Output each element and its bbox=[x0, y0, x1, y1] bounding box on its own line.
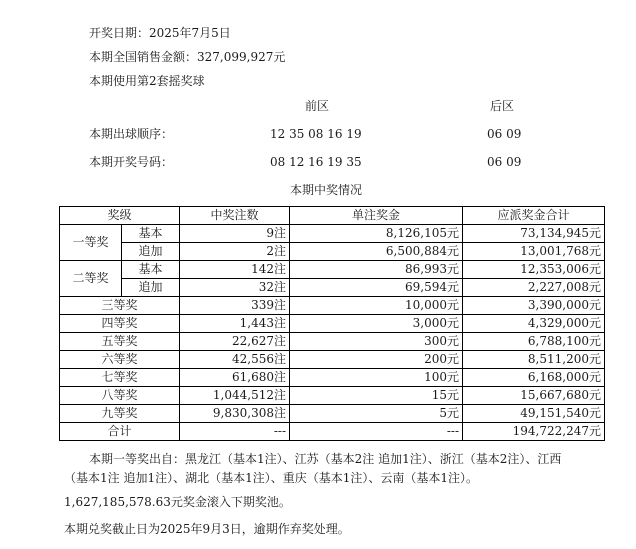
sub-level: 追加 bbox=[122, 243, 180, 261]
header-total: 应派奖金合计 bbox=[463, 207, 605, 225]
level-name: 九等奖 bbox=[60, 405, 180, 423]
winner-count: 32注 bbox=[180, 279, 290, 297]
table-row bbox=[60, 315, 605, 333]
level-name: 四等奖 bbox=[60, 315, 180, 333]
table-row bbox=[60, 387, 605, 405]
winner-count: 9注 bbox=[180, 225, 290, 243]
level-name: 二等奖 bbox=[60, 261, 122, 297]
table-title: 本期中奖情况 bbox=[290, 183, 363, 197]
level-name: 一等奖 bbox=[60, 225, 122, 261]
header-count: 中奖注数 bbox=[180, 207, 290, 225]
table-row bbox=[60, 279, 605, 297]
single-prize: 200元 bbox=[290, 351, 463, 369]
draw-date: 开奖日期：2025年7月5日 bbox=[89, 26, 231, 40]
table-row bbox=[60, 261, 605, 279]
result-front-numbers: 08 12 16 19 35 bbox=[270, 155, 362, 169]
table-row bbox=[60, 351, 605, 369]
table-row bbox=[60, 333, 605, 351]
result-back-numbers: 06 09 bbox=[487, 155, 522, 169]
result-label: 本期开奖号码： bbox=[89, 155, 174, 169]
total-single-prize: --- bbox=[290, 423, 463, 441]
total-count: --- bbox=[180, 423, 290, 441]
header-prize: 单注奖金 bbox=[290, 207, 463, 225]
winners-line-2: （基本1注 追加1注）、湖北（基本1注）、重庆（基本1注）、云南（基本1注）。 bbox=[64, 471, 478, 485]
total-prize: 2,227,008元 bbox=[463, 279, 605, 297]
level-name: 八等奖 bbox=[60, 387, 180, 405]
single-prize: 100元 bbox=[290, 369, 463, 387]
winner-count: 1,044,512注 bbox=[180, 387, 290, 405]
level-name: 三等奖 bbox=[60, 297, 180, 315]
ball-set: 本期使用第2套摇奖球 bbox=[89, 74, 205, 88]
single-prize: 69,594元 bbox=[290, 279, 463, 297]
single-prize: 15元 bbox=[290, 387, 463, 405]
winner-count: 9,830,308注 bbox=[180, 405, 290, 423]
winner-count: 142注 bbox=[180, 261, 290, 279]
winner-count: 1,443注 bbox=[180, 315, 290, 333]
winner-count: 42,556注 bbox=[180, 351, 290, 369]
total-prize: 6,788,100元 bbox=[463, 333, 605, 351]
total-label: 合计 bbox=[60, 423, 180, 441]
sub-level: 基本 bbox=[122, 261, 180, 279]
single-prize: 10,000元 bbox=[290, 297, 463, 315]
order-back-numbers: 06 09 bbox=[487, 127, 522, 141]
single-prize: 3,000元 bbox=[290, 315, 463, 333]
total-prize: 49,151,540元 bbox=[463, 405, 605, 423]
single-prize: 5元 bbox=[290, 405, 463, 423]
sub-level: 追加 bbox=[122, 279, 180, 297]
total-prize: 4,329,000元 bbox=[463, 315, 605, 333]
single-prize: 6,500,884元 bbox=[290, 243, 463, 261]
winners-line-1: 本期一等奖出自：黑龙江（基本1注）、江苏（基本2注 追加1注）、浙江（基本2注）、江西 bbox=[89, 452, 562, 466]
winner-count: 2注 bbox=[180, 243, 290, 261]
winner-count: 339注 bbox=[180, 297, 290, 315]
back-zone-label: 后区 bbox=[490, 99, 515, 113]
front-zone-label: 前区 bbox=[305, 99, 330, 113]
prize-table bbox=[59, 206, 605, 441]
single-prize: 8,126,105元 bbox=[290, 225, 463, 243]
total-prize: 13,001,768元 bbox=[463, 243, 605, 261]
table-row bbox=[60, 243, 605, 261]
table-row bbox=[60, 369, 605, 387]
rollover-note: 1,627,185,578.63元奖金滚入下期奖池。 bbox=[64, 495, 291, 509]
deadline-note: 本期兑奖截止日为2025年9月3日，逾期作弃奖处理。 bbox=[64, 522, 350, 536]
sub-level: 基本 bbox=[122, 225, 180, 243]
winner-count: 22,627注 bbox=[180, 333, 290, 351]
total-prize: 15,667,680元 bbox=[463, 387, 605, 405]
single-prize: 86,993元 bbox=[290, 261, 463, 279]
grand-total: 194,722,247元 bbox=[463, 423, 605, 441]
table-row bbox=[60, 405, 605, 423]
total-prize: 73,134,945元 bbox=[463, 225, 605, 243]
level-name: 七等奖 bbox=[60, 369, 180, 387]
level-name: 六等奖 bbox=[60, 351, 180, 369]
total-prize: 8,511,200元 bbox=[463, 351, 605, 369]
table-header-row bbox=[60, 207, 605, 225]
total-prize: 3,390,000元 bbox=[463, 297, 605, 315]
header-level: 奖级 bbox=[60, 207, 180, 225]
sales-amount: 本期全国销售金额：327,099,927元 bbox=[89, 50, 286, 64]
total-prize: 6,168,000元 bbox=[463, 369, 605, 387]
table-row bbox=[60, 225, 605, 243]
winner-count: 61,680注 bbox=[180, 369, 290, 387]
total-prize: 12,353,006元 bbox=[463, 261, 605, 279]
order-front-numbers: 12 35 08 16 19 bbox=[270, 127, 362, 141]
single-prize: 300元 bbox=[290, 333, 463, 351]
level-name: 五等奖 bbox=[60, 333, 180, 351]
order-label: 本期出球顺序： bbox=[89, 127, 174, 141]
table-row bbox=[60, 297, 605, 315]
table-total-row bbox=[60, 423, 605, 441]
